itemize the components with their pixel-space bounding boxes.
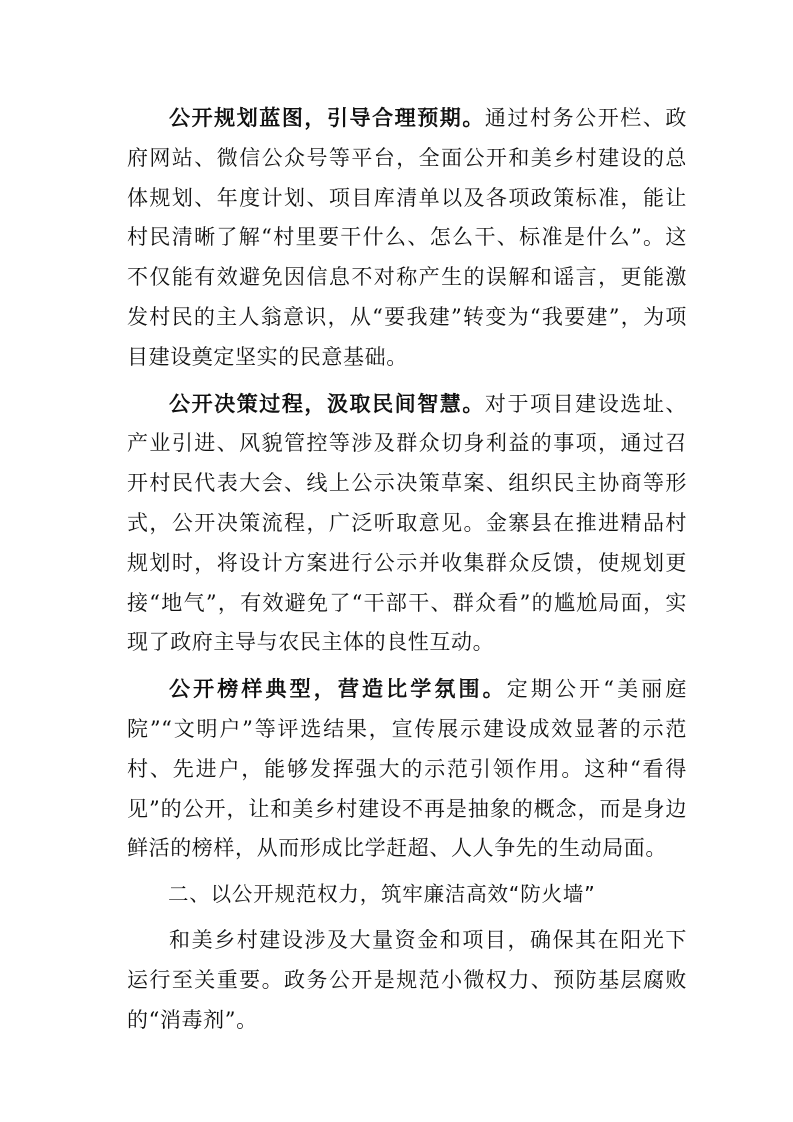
paragraph-text: 对于项目建设选址、产业引进、风貌管控等涉及群众切身利益的事项，通过召开村民代表大会、线上公示决策草案、组织民主协商等形式，公开决策流程，广泛听取意见。金寨县在推进精品村规划时，将设计方案进行公示并收集群众反馈，使规划更接“地气”，有效避免了“干部干、群众看”的尴尬局面，实现了政府主导与农民主体的良性互动。 [127, 391, 687, 655]
paragraph-planning [127, 98, 687, 378]
document-body [127, 98, 687, 1046]
paragraph-decision [127, 384, 687, 664]
paragraph-lead: 公开规划蓝图，引导合理预期。 [169, 105, 485, 130]
paragraph-models [127, 669, 687, 869]
paragraph-lead: 公开决策过程，汲取民间智慧。 [169, 390, 485, 416]
paragraph-text: 定期公开“美丽庭院”“文明户”等评选结果，宣传展示建设成效显著的示范村、先进户，能够发挥强大的示范引领作用。这种“看得见”的公开，让和美乡村建设不再是抽象的概念，而是身边鲜活的榜样，从而形成比学赶超、人人争先的生动局面。 [127, 677, 687, 861]
paragraph-text: 通过村务公开栏、政府网站、微信公众号等平台，全面公开和美乡村建设的总体规划、年度计划、项目库清单以及各项政策标准，能让村民清晰了解“村里要干什么、怎么干、标准是什么”。这不仅能有效避免因信息不对称产生的误解和谣言，更能激发村民的主人翁意识，从“要我建”转变为“我要建”，为项目建设奠定坚实的民意基础。 [127, 106, 687, 369]
section-heading: 二、以公开规范权力，筑牢廉洁高效“防火墙” [168, 882, 596, 907]
paragraph-lead: 公开榜样典型，营造比学氛围。 [169, 676, 507, 702]
paragraph-closing: 和美乡村建设涉及大量资金和项目，确保其在阳光下运行至关重要。政务公开是规范小微权力、预防基层腐败的“消毒剂”。 [127, 927, 687, 1032]
